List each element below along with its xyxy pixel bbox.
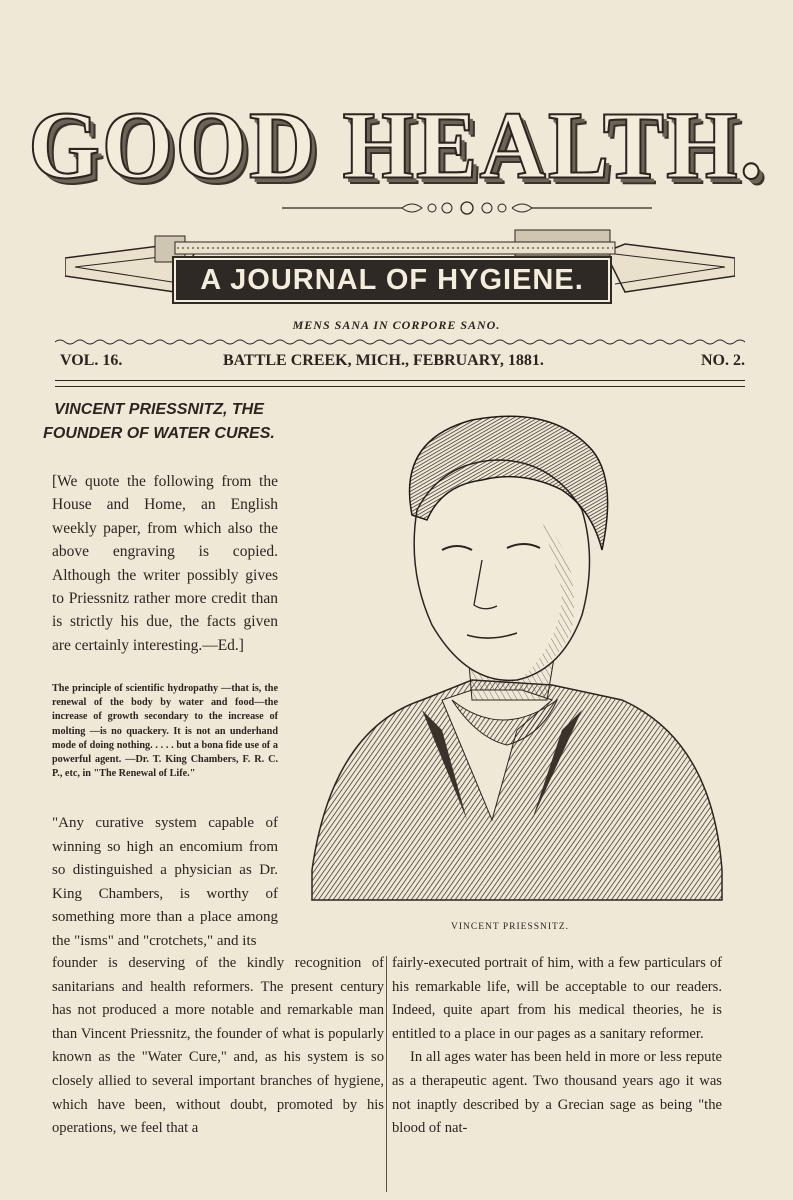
article-headline: VINCENT PRIESSNITZ, THE FOUNDER OF WATER CURES.	[43, 401, 275, 442]
masthead-motto: MENS SANA IN CORPORE SANO.	[292, 318, 501, 332]
wavy-rule-top	[55, 338, 745, 346]
masthead-ornament	[282, 196, 652, 220]
column-divider	[386, 956, 387, 1192]
article-body-left-top: "Any curative system capable of winning so high an encomium from so distinguished a physician as Dr. King Chambers, is worthy of something more than a place among the "isms" and "crotchets," and its	[52, 815, 278, 949]
masthead-subtitle: A JOURNAL OF HYGIENE.	[172, 256, 612, 304]
body-right-paragraph-2: In all ages water has been held in more or less repute as a therapeutic agent. Two thousand years ago it was not inaptly described by a Grecian sage as being "the blood of nat-	[392, 1049, 722, 1137]
body-right-paragraph-1: fairly-executed portrait of him, with a few particulars of his remarkable life, will be acceptable to our readers. Indeed, quite apart from his medical theories, he is entitled to a place in our pages as a sanitary reformer.	[392, 955, 722, 1042]
issue-number: NO. 2.	[701, 352, 745, 369]
article-body-right	[392, 952, 722, 1141]
header-rule-1	[55, 380, 745, 381]
article-body-left-bottom: founder is deserving of the kindly recognition of sanitarians and health reformers. The present century has not produced a more notable and remarkable man than Vincent Priessnitz, the founder of what is popularly known as the "Water Cure," and, as his system is so closely allied to several important branches of hygiene, which have been, without doubt, promoted by his operations, we feel that a	[52, 955, 384, 1137]
article-epigraph: The principle of scientific hydropathy —that is, the renewal of the body by water and food—the increase of growth secondary to the increase of molting —is no quackery. It is not an underhand mode of doing nothing. . . . . but a bona fide use of a powerful agent. —Dr. T. King Chambers, F. R. C. P., etc, in "The Renewal of Life."	[52, 683, 278, 780]
portrait-caption: VINCENT PRIESSNITZ.	[450, 922, 570, 932]
masthead-title: GOOD HEALTH.	[28, 91, 765, 199]
place-date: BATTLE CREEK, MICH., FEBRUARY, 1881.	[223, 352, 544, 369]
volume-number: VOL. 16.	[60, 352, 123, 369]
header-rule-2	[55, 386, 745, 387]
article-intro: [We quote the following from the House and Home, an English weekly paper, from which also the above engraving is copied. Although the writer possibly gives to Priessnitz rather more credit than is strictly his due, the facts given are certainly interesting.—Ed.]	[52, 473, 278, 654]
portrait-engraving	[292, 400, 732, 920]
